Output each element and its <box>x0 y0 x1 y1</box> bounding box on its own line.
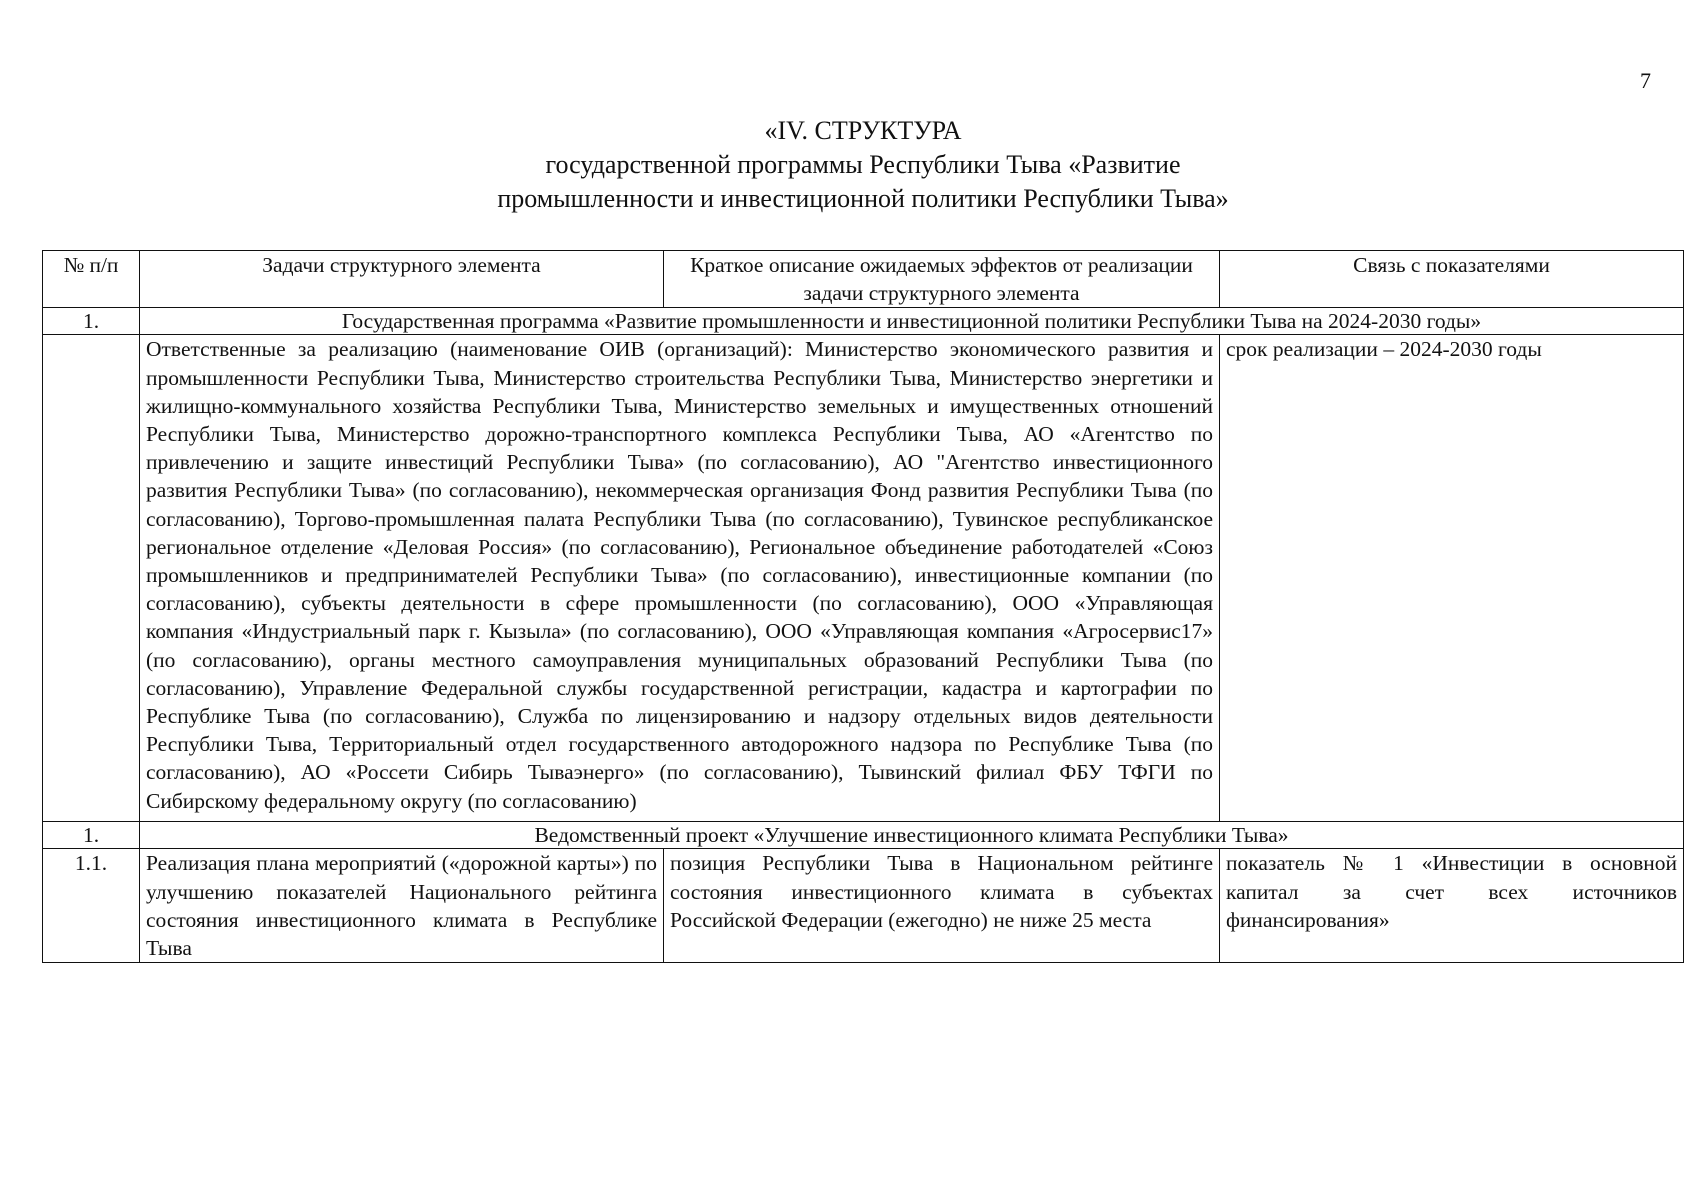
responsible-row <box>43 335 1684 822</box>
program-row <box>43 308 1684 335</box>
page-number: 7 <box>1640 68 1651 93</box>
responsible-row-number <box>43 335 140 822</box>
header-number: № п/п <box>43 251 140 308</box>
table-header-row <box>43 251 1684 308</box>
header-effects: Краткое описание ожидаемых эффектов от реализации задачи структурного элемента <box>664 251 1220 308</box>
header-tasks: Задачи структурного элемента <box>140 251 664 308</box>
structure-table <box>42 250 1684 963</box>
task-row-effect: позиция Республики Тыва в Национальном рейтинге состояния инвестиционного климата в субъектах Российской Федерации (ежегодно) не ниже 25 места <box>664 849 1220 963</box>
project-row-title: Ведомственный проект «Улучшение инвестиционного климата Республики Тыва» <box>140 822 1684 849</box>
title-line-3: промышленности и инвестиционной политики Республики Тыва» <box>497 184 1229 213</box>
responsible-row-text: Ответственные за реализацию (наименование ОИВ (организаций): Министерство экономического развития и промышленности Республики Тыва, Министерство строительства Республики Тыва, Министерство энергетики и жилищно-коммунального хозяйства Республики Тыва, Министерство земельных и имущественных отношений Республики Тыва, Министерство дорожно-транспортного комплекса Республики Тыва, АО «Агентство по привлечению и защите инвестиций Республики Тыва» (по согласованию), АО "Агентство инвестиционного развития Республики Тыва» (по согласованию), некоммерческая организация Фонд развития Республики Тыва (по согласованию), Торгово-промышленная палата Республики Тыва (по согласованию), Тувинское республиканское региональное отделение «Деловая Россия» (по согласованию), Региональное объединение работодателей «Союз промышленников и предпринимателей Республики Тыва» (по согласованию), инвестиционные компании (по согласованию), субъекты деятельности в сфере промышленности (по согласованию), ООО «Управляющая компания «Индустриальный парк г. Кызыла» (по согласованию), ООО «Управляющая компания «Агросервис17» (по согласованию), органы местного самоуправления муниципальных образований Республики Тыва (по согласованию), Управление Федеральной службы государственной регистрации, кадастра и картографии по Республике Тыва (по согласованию), Служба по лицензированию и надзору отдельных видов деятельности Республики Тыва, Территориальный отдел государственного автодорожного надзора по Республике Тыва (по согласованию), АО «Россети Сибирь Тываэнерго» (по согласованию), Тывинский филиал ФБУ ТФГИ по Сибирскому федеральному округу (по согласованию) <box>140 335 1220 822</box>
table-row <box>43 849 1684 963</box>
header-indicators: Связь с показателями <box>1220 251 1684 308</box>
task-row-indicator: показатель № 1 «Инвестиции в основной капитал за счет всех источников финансирования» <box>1220 849 1684 963</box>
project-row <box>43 822 1684 849</box>
title-line-1: «IV. СТРУКТУРА <box>764 116 962 145</box>
document-title <box>430 114 1296 216</box>
project-row-number: 1. <box>43 822 140 849</box>
title-line-2: государственной программы Республики Тыва «Развитие <box>545 150 1181 179</box>
responsible-row-term: срок реализации – 2024-2030 годы <box>1220 335 1684 822</box>
task-row-task: Реализация плана мероприятий («дорожной карты») по улучшению показателей Национального рейтинга состояния инвестиционного климата в Республике Тыва <box>140 849 664 963</box>
program-row-number: 1. <box>43 308 140 335</box>
task-row-number: 1.1. <box>43 849 140 963</box>
program-row-title: Государственная программа «Развитие промышленности и инвестиционной политики Республики Тыва на 2024-2030 годы» <box>140 308 1684 335</box>
